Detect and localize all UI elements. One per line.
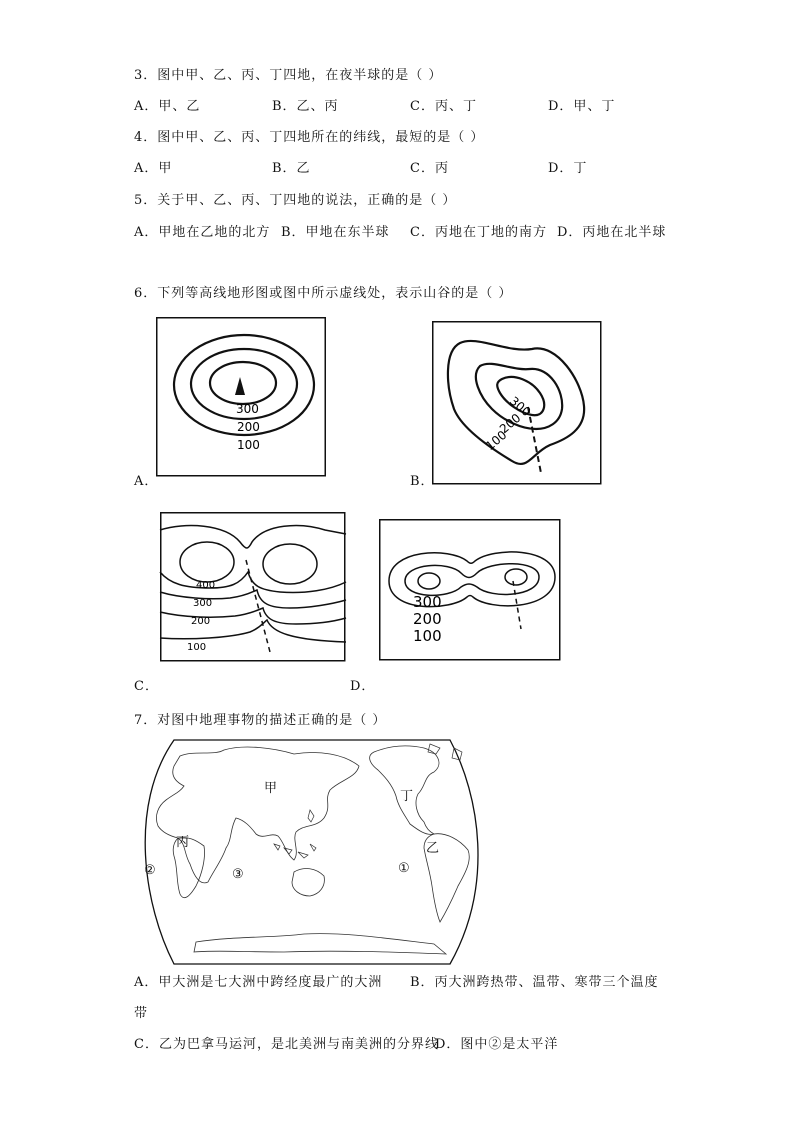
map-b-label-200: 200 [496, 410, 524, 437]
q7-option-d[interactable]: D．图中②是太平洋 [435, 1037, 559, 1052]
q5-option-c[interactable]: C．丙地在丁地的南方 [410, 225, 547, 240]
map-d-label-100: 100 [413, 627, 442, 645]
q7-option-b[interactable]: B．丙大洲跨热带、温带、寒带三个温度 [410, 975, 659, 990]
map-b-label-100: 100 [482, 427, 510, 454]
q6-option-b[interactable]: B． [410, 474, 435, 489]
q7-option-a[interactable]: A．甲大洲是七大洲中跨经度最广的大洲 [134, 975, 383, 990]
map-label-ocean-2: ② [144, 863, 156, 878]
q3-stem: 3．图中甲、乙、丙、丁四地，在夜半球的是（ ） [134, 68, 443, 83]
q6-option-a[interactable]: A． [134, 474, 159, 489]
peak-triangle-icon [235, 377, 245, 395]
map-a-label-200: 200 [237, 420, 260, 434]
map-d-label-300: 300 [413, 593, 442, 611]
map-label-ocean-1: ① [398, 861, 410, 876]
map-a-label-300: 300 [236, 402, 259, 416]
map-label-jia: 甲 [264, 781, 278, 796]
q4-stem: 4．图中甲、乙、丙、丁四地所在的纬线，最短的是（ ） [134, 130, 485, 145]
q3-option-a[interactable]: A．甲、乙 [134, 99, 201, 114]
q5-stem: 5．关于甲、乙、丙、丁四地的说法，正确的是（ ） [134, 193, 457, 208]
q4-option-b[interactable]: B．乙 [272, 161, 311, 176]
q3-option-d[interactable]: D．甲、丁 [548, 99, 616, 114]
map-c-label-400: 400 [196, 580, 216, 591]
map-c-label-100: 100 [187, 642, 207, 653]
q3-option-b[interactable]: B．乙、丙 [272, 99, 339, 114]
q3-option-c[interactable]: C．丙、丁 [410, 99, 477, 114]
q4-option-c[interactable]: C．丙 [410, 161, 449, 176]
q5-option-d[interactable]: D．丙地在北半球 [557, 225, 667, 240]
contour-map-a [156, 317, 326, 477]
q5-option-a[interactable]: A．甲地在乙地的北方 [134, 225, 271, 240]
q7-option-b-continued: 带 [134, 1006, 149, 1021]
map-label-yi: 乙 [426, 841, 440, 856]
q6-option-c[interactable]: C． [134, 679, 159, 694]
q6-option-d[interactable]: D． [350, 679, 376, 694]
q4-option-d[interactable]: D．丁 [548, 161, 588, 176]
q6-stem: 6．下列等高线地形图或图中所示虚线处，表示山谷的是（ ） [134, 286, 513, 301]
map-label-bing: 丙 [176, 835, 190, 850]
q4-option-a[interactable]: A．甲 [134, 161, 173, 176]
q7-stem: 7．对图中地理事物的描述正确的是（ ） [134, 713, 387, 728]
contour-map-c [160, 512, 346, 662]
map-d-label-200: 200 [413, 610, 442, 628]
map-label-ocean-3: ③ [232, 867, 244, 882]
q7-option-c[interactable]: C．乙为巴拿马运河，是北美洲与南美洲的分界线 [134, 1037, 439, 1052]
contour-map-d [379, 519, 561, 661]
world-map [134, 736, 490, 968]
map-c-label-300: 300 [193, 598, 213, 609]
map-b-label-300: 300 [506, 393, 534, 420]
map-a-label-100: 100 [237, 438, 260, 452]
q5-option-b[interactable]: B．甲地在东半球 [281, 225, 390, 240]
map-c-label-200: 200 [191, 616, 211, 627]
map-label-ding: 丁 [400, 789, 414, 804]
contour-map-b [432, 321, 602, 485]
